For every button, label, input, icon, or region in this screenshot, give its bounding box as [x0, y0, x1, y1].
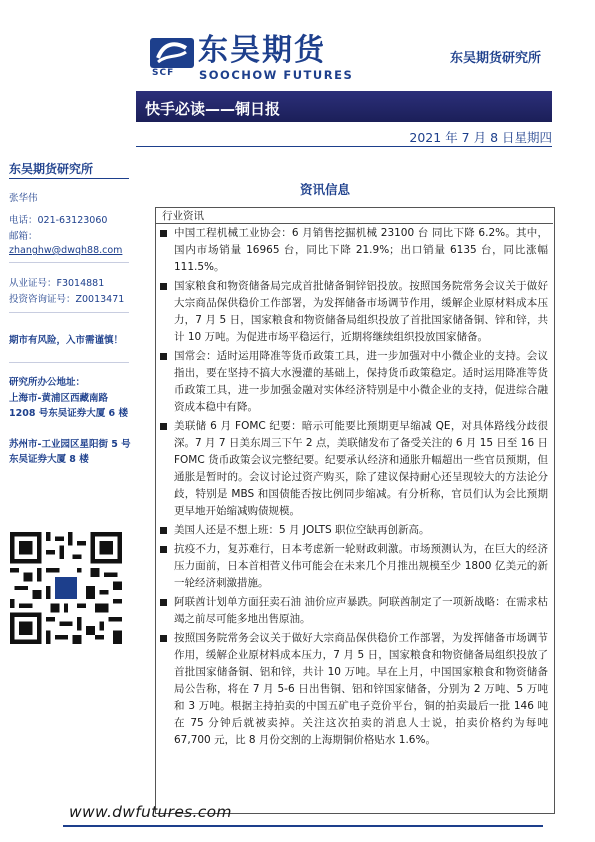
list-item: [158, 348, 548, 416]
report-title: 快手必读——铜日报: [145, 100, 281, 118]
sidebar-separator: [9, 262, 129, 263]
logo-abbreviation: SCF: [152, 68, 175, 78]
news-item-text: 美联储 6 月 FOMC 纪要：暗示可能要比预期更早缩减 QE，对具体路线分歧很深。7 月 7 日美东周三下午 2 点，美联储发布了备受关注的 6 月 15 日至 16 日 FOMC 货币政策会议完整纪要。纪要承认经济和通胀升幅超出一些官员预期，但通胀是暂时的。会议讨论过资产购买，除了建议保持耐心还呈现较大的方法论分歧，特别是 MBS 和国债能否按比例同步缩减。有分析称，官员们认为会比预期更早地开始缩减购债规模。: [174, 420, 548, 517]
list-item: [158, 541, 548, 592]
news-item-text: 美国人还是不想上班：5 月 JOLTS 职位空缺再创新高。: [174, 524, 430, 536]
bullet-icon: [160, 353, 167, 360]
news-item-text: 国家粮食和物资储备局完成首批储备铜锌铝投放。按照国务院常务会议关于做好大宗商品保供稳价工作部署，为发挥储备市场调节作用，缓解企业原材料成本压力，7 月 5 日，国家粮食和物资储备局组织投放了首批国家储备铜、锌和锌，共计 10 万吨。为促进市场平稳运行，近期将继续组织投放国家储备。: [174, 280, 548, 343]
news-table-header: [155, 207, 553, 224]
analyst-email[interactable]: zhanghw@dwqh88.com: [9, 245, 123, 256]
date-divider: [136, 146, 552, 147]
sidebar-divider: [9, 178, 129, 179]
list-item: [158, 522, 548, 539]
bullet-icon: [160, 635, 167, 642]
practice-license: 从业证号：F3014881: [9, 278, 105, 289]
analyst-name: 张华伟: [9, 193, 38, 204]
advisory-license: 投资咨询证号：Z0013471: [9, 294, 125, 305]
report-date: 2021 年 7 月 8 日星期四: [409, 130, 552, 145]
footer-divider: [63, 825, 543, 827]
news-item-text: 阿联酋计划单方面狂卖石油 油价应声暴跌。阿联酋制定了一项新战略：在需求枯竭之前尽可能多地出售原油。: [174, 596, 548, 625]
bullet-icon: [160, 527, 167, 534]
footer-website-link[interactable]: www.dwfutures.com: [69, 803, 232, 821]
office-address-title: 研究所办公地址：: [9, 377, 86, 388]
bullet-icon: [160, 599, 167, 606]
header-institute: 东吴期货研究所: [450, 51, 542, 66]
section-title: 资讯信息: [300, 182, 351, 197]
list-item: [158, 418, 548, 520]
list-item: [158, 630, 548, 749]
qr-code-icon: [10, 532, 122, 644]
company-logo-icon: [150, 38, 194, 68]
list-item: [158, 594, 548, 628]
list-item: [158, 225, 548, 276]
news-item-text: 国常会：适时运用降准等货币政策工具，进一步加强对中小微企业的支持。会议指出，要在坚持不搞大水漫灌的基础上，保持货币政策稳定。适时运用降准等货币政策工具，进一步加强金融对实体经济特别是中小微企业的支持，促进综合融资成本稳中有降。: [174, 350, 548, 413]
sidebar-separator: [9, 312, 129, 313]
analyst-phone: 电话：021-63123060: [9, 215, 108, 226]
analyst-email-label: 邮箱：: [9, 231, 38, 242]
news-item-text: 按照国务院常务会议关于做好大宗商品保供稳价工作部署，为发挥储备市场调节作用，缓解企业原材料成本压力，7 月 5 日，国家粮食和物资储备局组织投放了首批国家储备铜、铝和锌，共计 10 万吨。早在上月，中国国家粮食和物资储备局公告称，将在 7 月 5-6 日出售铜、铝和锌国家储备，分别为 2 万吨、5 万吨和 3 万吨。根据主持拍卖的中国五矿电子竞价平台，铜的拍卖最后一批 146 吨在 75 分钟后就被卖掉。关注这次拍卖的消息人士说，拍卖价格约为每吨 67,700 元，比 8 月份交割的上海期铜价格贴水 1.6%。: [174, 632, 548, 746]
office-address-shanghai: 上海市-黄浦区西藏南路1208 号东吴证券大厦 6 楼: [9, 393, 128, 419]
sidebar-institute: 东吴期货研究所: [9, 162, 94, 176]
office-address-suzhou: 苏州市-工业园区星阳街 5 号东吴证券大厦 8 楼: [9, 439, 131, 465]
news-table-header-label: 行业资讯: [162, 210, 204, 222]
bullet-icon: [160, 283, 167, 290]
list-item: [158, 278, 548, 346]
news-list: [158, 225, 548, 751]
risk-warning: 期市有风险，入市需谨慎！: [9, 335, 124, 346]
news-item-text: 抗疫不力，复苏难行，日本考虑新一轮财政刺激。市场预测认为，在巨大的经济压力面前，日本首相菅义伟可能会在未来几个月推出规模至少 1800 亿美元的新一轮经济刺激措施。: [174, 543, 548, 589]
logo-chinese-name: 东吴期货: [198, 33, 326, 68]
bullet-icon: [160, 423, 167, 430]
bullet-icon: [160, 546, 167, 553]
bullet-icon: [160, 230, 167, 237]
sidebar-separator: [9, 362, 129, 363]
news-item-text: 中国工程机械工业协会：6 月销售挖掘机械 23100 台 同比下降 6.2%。其中，国内市场销量 16965 台，同比下降 21.9%；出口销量 6135 台，同比涨幅 111.5%。: [174, 227, 548, 273]
logo-english-name: SOOCHOW FUTURES: [199, 68, 354, 82]
